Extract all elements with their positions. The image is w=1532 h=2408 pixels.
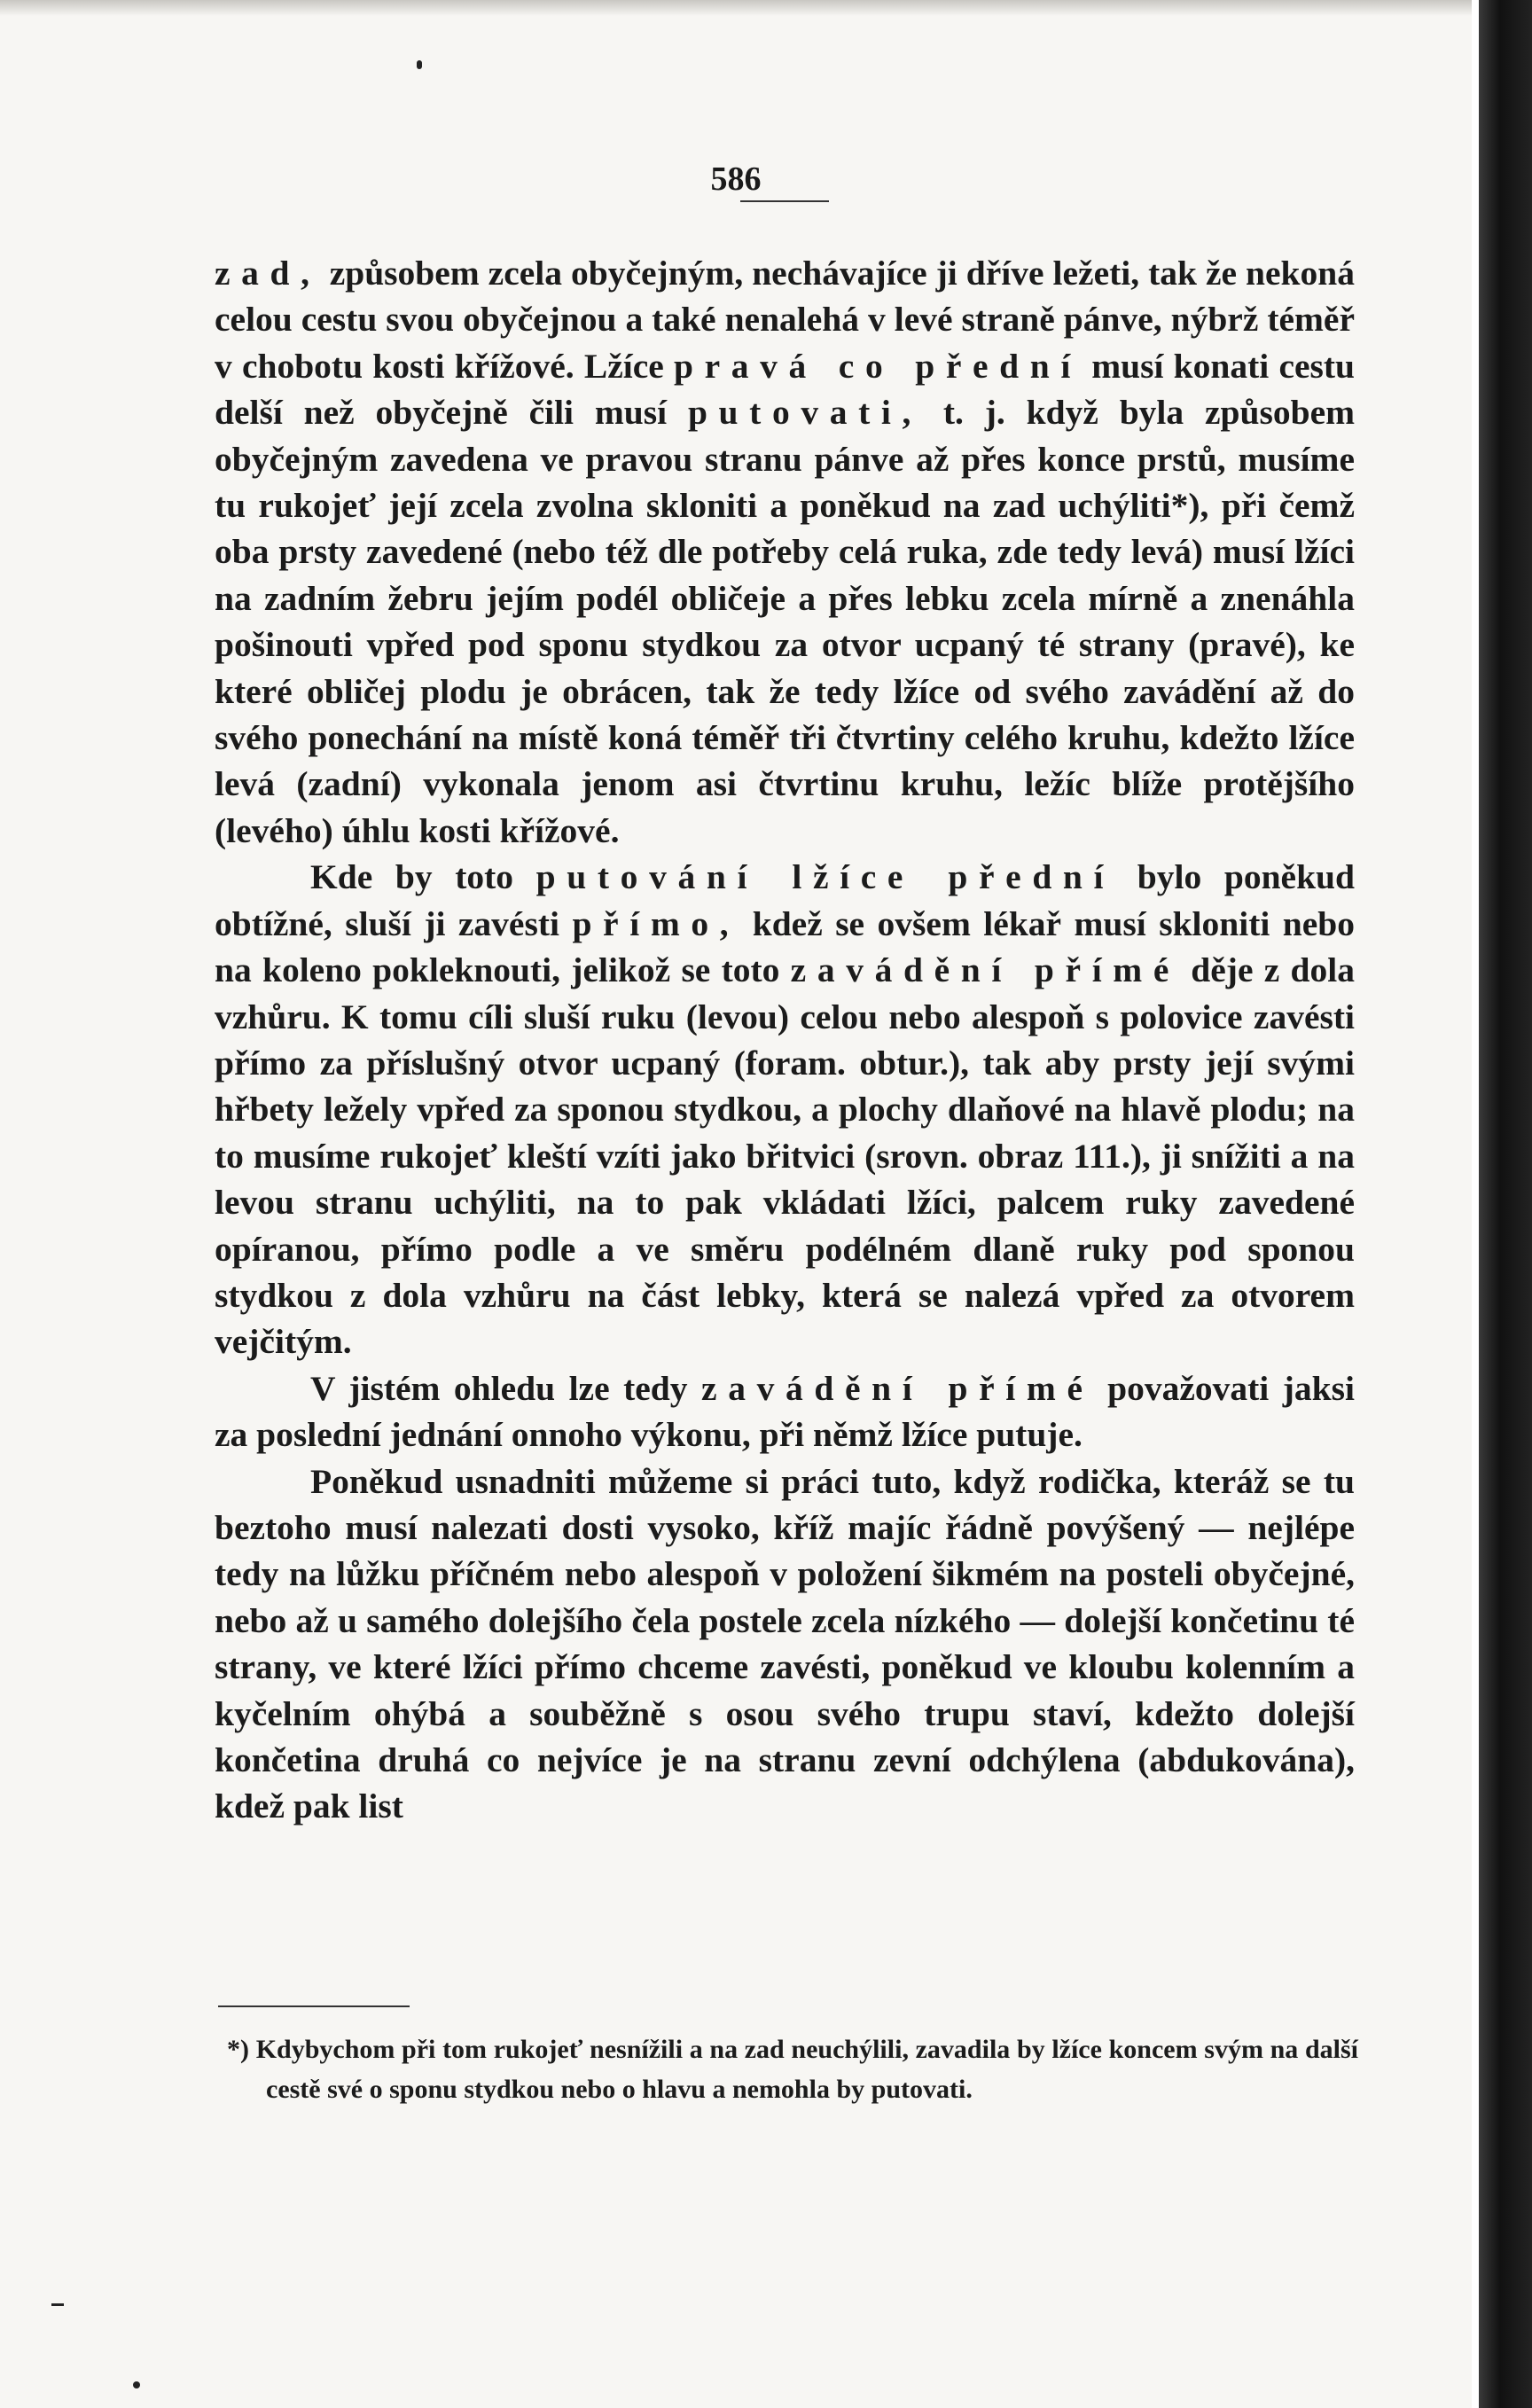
text-run: bylo poněkud obtížné, sluší ji zavésti [215, 857, 1355, 943]
page-number-rule [740, 200, 829, 202]
text-run: děje z dola vzhůru. K tomu cíli sluší ruku (levou) celou nebo alespoň s polovice zavésti přímo za příslušný otvor ucpaný (foram. obtur.), tak aby prsty její svými hřbety ležely vpřed za sponou stydkou, a plochy dlaňové na hlavě plodu; na to musíme rukojeť kleští vzíti jako břitvici (srovn. obraz 111.), ji snížiti a na levou stranu uchýliti, na to pak vkládati lžíci, palcem ruky zavedené opíranou, přímo podle a ve směru podélném dlaně ruky pod sponou stydkou z dola vzhůru na část lebky, která se nalezá vpřed za otvorem vejčitým. [215, 950, 1355, 1362]
scan-speck [417, 60, 422, 69]
body-text [215, 250, 1355, 1830]
spaced-emphasis: zavádění přímé [790, 950, 1181, 990]
spaced-emphasis: přímo, [572, 903, 740, 943]
scan-speck [51, 2303, 64, 2306]
page-number: 586 [710, 160, 762, 198]
spaced-emphasis: putovati, [687, 393, 923, 433]
page-top-shadow [0, 0, 1472, 16]
spaced-emphasis: zavádění přímé [701, 1368, 1094, 1408]
text-run: t. j. když byla způsobem obyčejným zavedena ve pravou stranu pánve až přes konce prstů, musíme tu rukojeť její zcela zvolna skloniti a poněkud na zad uchýliti*), při čemž oba prsty zavedené (nebo též dle potřeby celá ruka, zde tedy levá) musí lžíci na zadním žebru jejím podél obličeje a přes lebku zcela mírně a znenáhla pošinouti vpřed pod sponu stydkou za otvor ucpaný té strany (pravé), ke které obličej plodu je obrácen, tak že tedy lžíce od svého zavádění až do svého ponechání na místě koná téměř tři čtvrtiny celého kruhu, kdežto lžíce levá (zadní) vykonala jenom asi čtvrtinu kruhu, ležíc blíže protějšího (levého) úhlu kosti křížové. [215, 393, 1356, 850]
spaced-emphasis: pravá co přední [673, 346, 1082, 386]
footnote [227, 2029, 1359, 2109]
footnote-rule [218, 2005, 410, 2007]
paragraph [215, 1365, 1355, 1458]
paragraph [215, 854, 1355, 1364]
text-run: Poněkud usnadniti můžeme si práci tuto, když rodička, kteráž se tu beztoho musí nalezati dosti vysoko, kříž majíc řádně povýšený — nejlépe tedy na lůžku příčném nebo alespoň v položení šikmém na posteli obyčejné, nebo až u samého dolejšího čela postele zcela nízkého — dolejší končetinu té strany, ve které lžíci přímo chceme zavésti, poněkud ve kloubu kolenním a kyčelním ohýbá a souběžně s osou svého trupu staví, kdežto dolejší končetina druhá co nejvíce je na stranu zevní odchýlena (abdukována), kdež pak list [215, 1461, 1355, 1826]
text-run: V jistém ohledu lze tedy [310, 1368, 702, 1408]
text-run: kdež se ovšem lékař musí skloniti nebo na koleno pokleknouti, jelikož se toto [215, 903, 1356, 990]
text-run: musí konati cestu delší než obyčejně čili musí [215, 346, 1355, 433]
page-edge-shadow [1479, 0, 1532, 2408]
spaced-emphasis: putování lžíce přední [535, 857, 1115, 897]
text-run: považovati jaksi za poslední jednání onnoho výkonu, při němž lžíce putuje. [215, 1368, 1355, 1455]
scan-speck [133, 2381, 140, 2388]
footnote-mark: *) [227, 2035, 249, 2064]
text-run: způsobem zcela obyčejným, nechávajíce ji dříve ležeti, tak že nekoná celou cestu svou obyčejnou a také nenalehá v levé straně pánve, nýbrž téměř v chobotu kosti křížové. Lžíce [215, 254, 1355, 386]
spaced-emphasis: zad, [215, 254, 321, 293]
text-run: Kde by toto [310, 857, 536, 897]
paragraph [215, 250, 1355, 854]
paragraph [215, 1458, 1355, 1830]
footnote-text: Kdybychom při tom rukojeť nesnížili a na zad neuchýlili, zavadila by lžíce koncem svým na další cestě své o sponu stydkou nebo o hlavu a nemohla by putovati. [255, 2035, 1359, 2104]
